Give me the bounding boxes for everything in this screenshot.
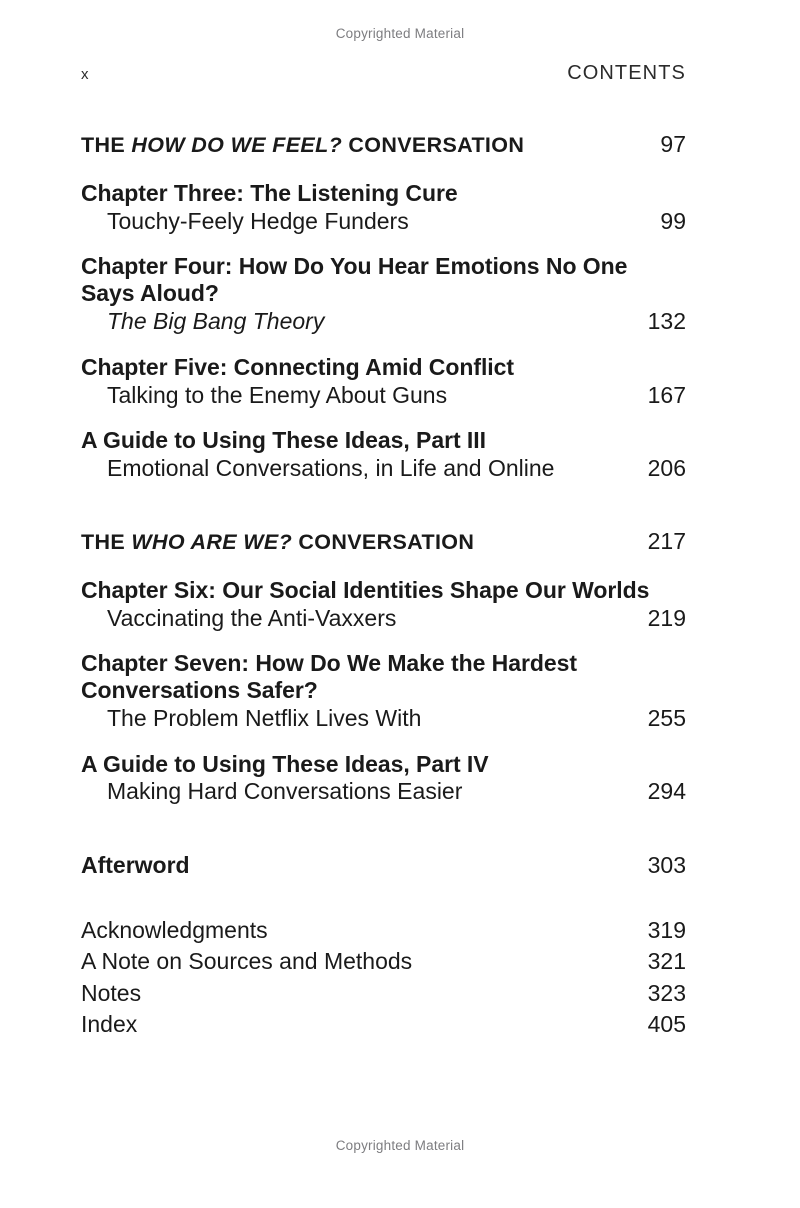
- toc-entry-label: Acknowledgments: [81, 916, 268, 943]
- toc-part-label-italic: HOW DO WE FEEL?: [131, 133, 343, 157]
- toc-group-guide-part-four[interactable]: [81, 751, 686, 807]
- toc-chapter-title: Chapter Six: Our Social Identities Shape Our Worlds: [81, 576, 650, 603]
- toc-back-matter-list: [81, 915, 686, 1040]
- toc-entry-label: Index: [81, 1011, 138, 1038]
- toc-part-label-pre: THE: [81, 529, 132, 554]
- toc-page-number: 132: [647, 308, 686, 335]
- toc-group-chapter-three[interactable]: [81, 180, 686, 236]
- toc-chapter-subtitle: Emotional Conversations, in Life and Online: [107, 455, 555, 482]
- toc-subtitle-row[interactable]: [81, 605, 686, 633]
- toc-chapter-title: A Guide to Using These Ideas, Part III: [81, 427, 486, 454]
- section-spacer: [81, 824, 686, 852]
- section-spacer: [81, 899, 686, 915]
- toc-group-chapter-seven[interactable]: [81, 650, 686, 732]
- toc-chapter-subtitle: The Problem Netflix Lives With: [107, 704, 422, 731]
- toc-chapter-subtitle: Vaccinating the Anti-Vaxxers: [107, 604, 397, 631]
- toc-subtitle-row[interactable]: [81, 705, 686, 733]
- toc-chapter-title: Chapter Three: The Listening Cure: [81, 179, 458, 206]
- toc-page-number: 219: [647, 604, 686, 631]
- page-title: CONTENTS: [567, 62, 686, 84]
- toc-part-label-italic: WHO ARE WE?: [131, 529, 293, 554]
- table-of-contents: [81, 131, 686, 1041]
- toc-page-number: 323: [647, 979, 686, 1006]
- toc-group-chapter-six[interactable]: [81, 577, 686, 633]
- toc-part-label-pre: THE: [81, 133, 132, 157]
- toc-part-label-post: CONVERSATION: [292, 529, 475, 554]
- toc-entry-afterword[interactable]: [81, 852, 686, 880]
- toc-group-guide-part-three[interactable]: [81, 427, 686, 483]
- toc-chapter-subtitle: The Big Bang Theory: [107, 308, 325, 335]
- section-spacer: [81, 501, 686, 528]
- toc-chapter-title: Chapter Seven: How Do We Make the Hardest Conversations Safer?: [81, 650, 577, 704]
- toc-page-number: 99: [660, 207, 686, 234]
- toc-group-chapter-five[interactable]: [81, 354, 686, 410]
- toc-page-number: 167: [647, 381, 686, 408]
- toc-page-number: 321: [647, 948, 686, 975]
- toc-entry-note-on-sources[interactable]: [81, 946, 686, 977]
- copyrighted-material-bottom-watermark: Copyrighted Material: [335, 1138, 465, 1153]
- toc-entry-label: A Note on Sources and Methods: [81, 948, 413, 975]
- toc-entry-label: Afterword: [81, 852, 190, 879]
- toc-part-heading-how-do-we-feel[interactable]: [81, 131, 686, 159]
- toc-part-heading-who-are-we[interactable]: [81, 528, 686, 556]
- toc-chapter-subtitle: Touchy-Feely Hedge Funders: [107, 207, 409, 234]
- toc-page-number: 303: [647, 852, 686, 879]
- toc-subtitle-row[interactable]: [81, 382, 686, 410]
- toc-subtitle-row[interactable]: [81, 455, 686, 483]
- toc-page-number: 255: [647, 704, 686, 731]
- toc-part-label: [81, 132, 538, 159]
- toc-part-page-number: 97: [660, 131, 686, 157]
- toc-chapter-title: A Guide to Using These Ideas, Part IV: [81, 750, 489, 777]
- toc-entry-acknowledgments[interactable]: [81, 915, 686, 946]
- toc-part-label: [81, 529, 488, 556]
- toc-page-number: 294: [647, 778, 686, 805]
- toc-page-number: 206: [647, 455, 686, 482]
- toc-chapter-title: Chapter Four: How Do You Hear Emotions No One Says Aloud?: [81, 253, 628, 307]
- toc-chapter-subtitle: Talking to the Enemy About Guns: [107, 381, 448, 408]
- toc-page-number: 405: [647, 1011, 686, 1038]
- toc-subtitle-row[interactable]: [81, 208, 686, 236]
- toc-group-chapter-four[interactable]: [81, 253, 686, 335]
- toc-page-number: 319: [647, 916, 686, 943]
- toc-entry-index[interactable]: [81, 1009, 686, 1040]
- toc-entry-notes[interactable]: [81, 978, 686, 1009]
- toc-part-label-post: CONVERSATION: [342, 133, 525, 157]
- toc-subtitle-row[interactable]: [81, 308, 686, 336]
- toc-part-page-number: 217: [647, 527, 686, 554]
- toc-entry-label: Notes: [81, 979, 142, 1006]
- toc-chapter-title: Chapter Five: Connecting Amid Conflict: [81, 353, 514, 380]
- page-folio-number: x: [81, 66, 89, 83]
- toc-chapter-subtitle: Making Hard Conversations Easier: [107, 778, 463, 805]
- toc-subtitle-row[interactable]: [81, 778, 686, 806]
- running-head: [81, 62, 686, 85]
- copyrighted-material-top-watermark: Copyrighted Material: [335, 26, 465, 41]
